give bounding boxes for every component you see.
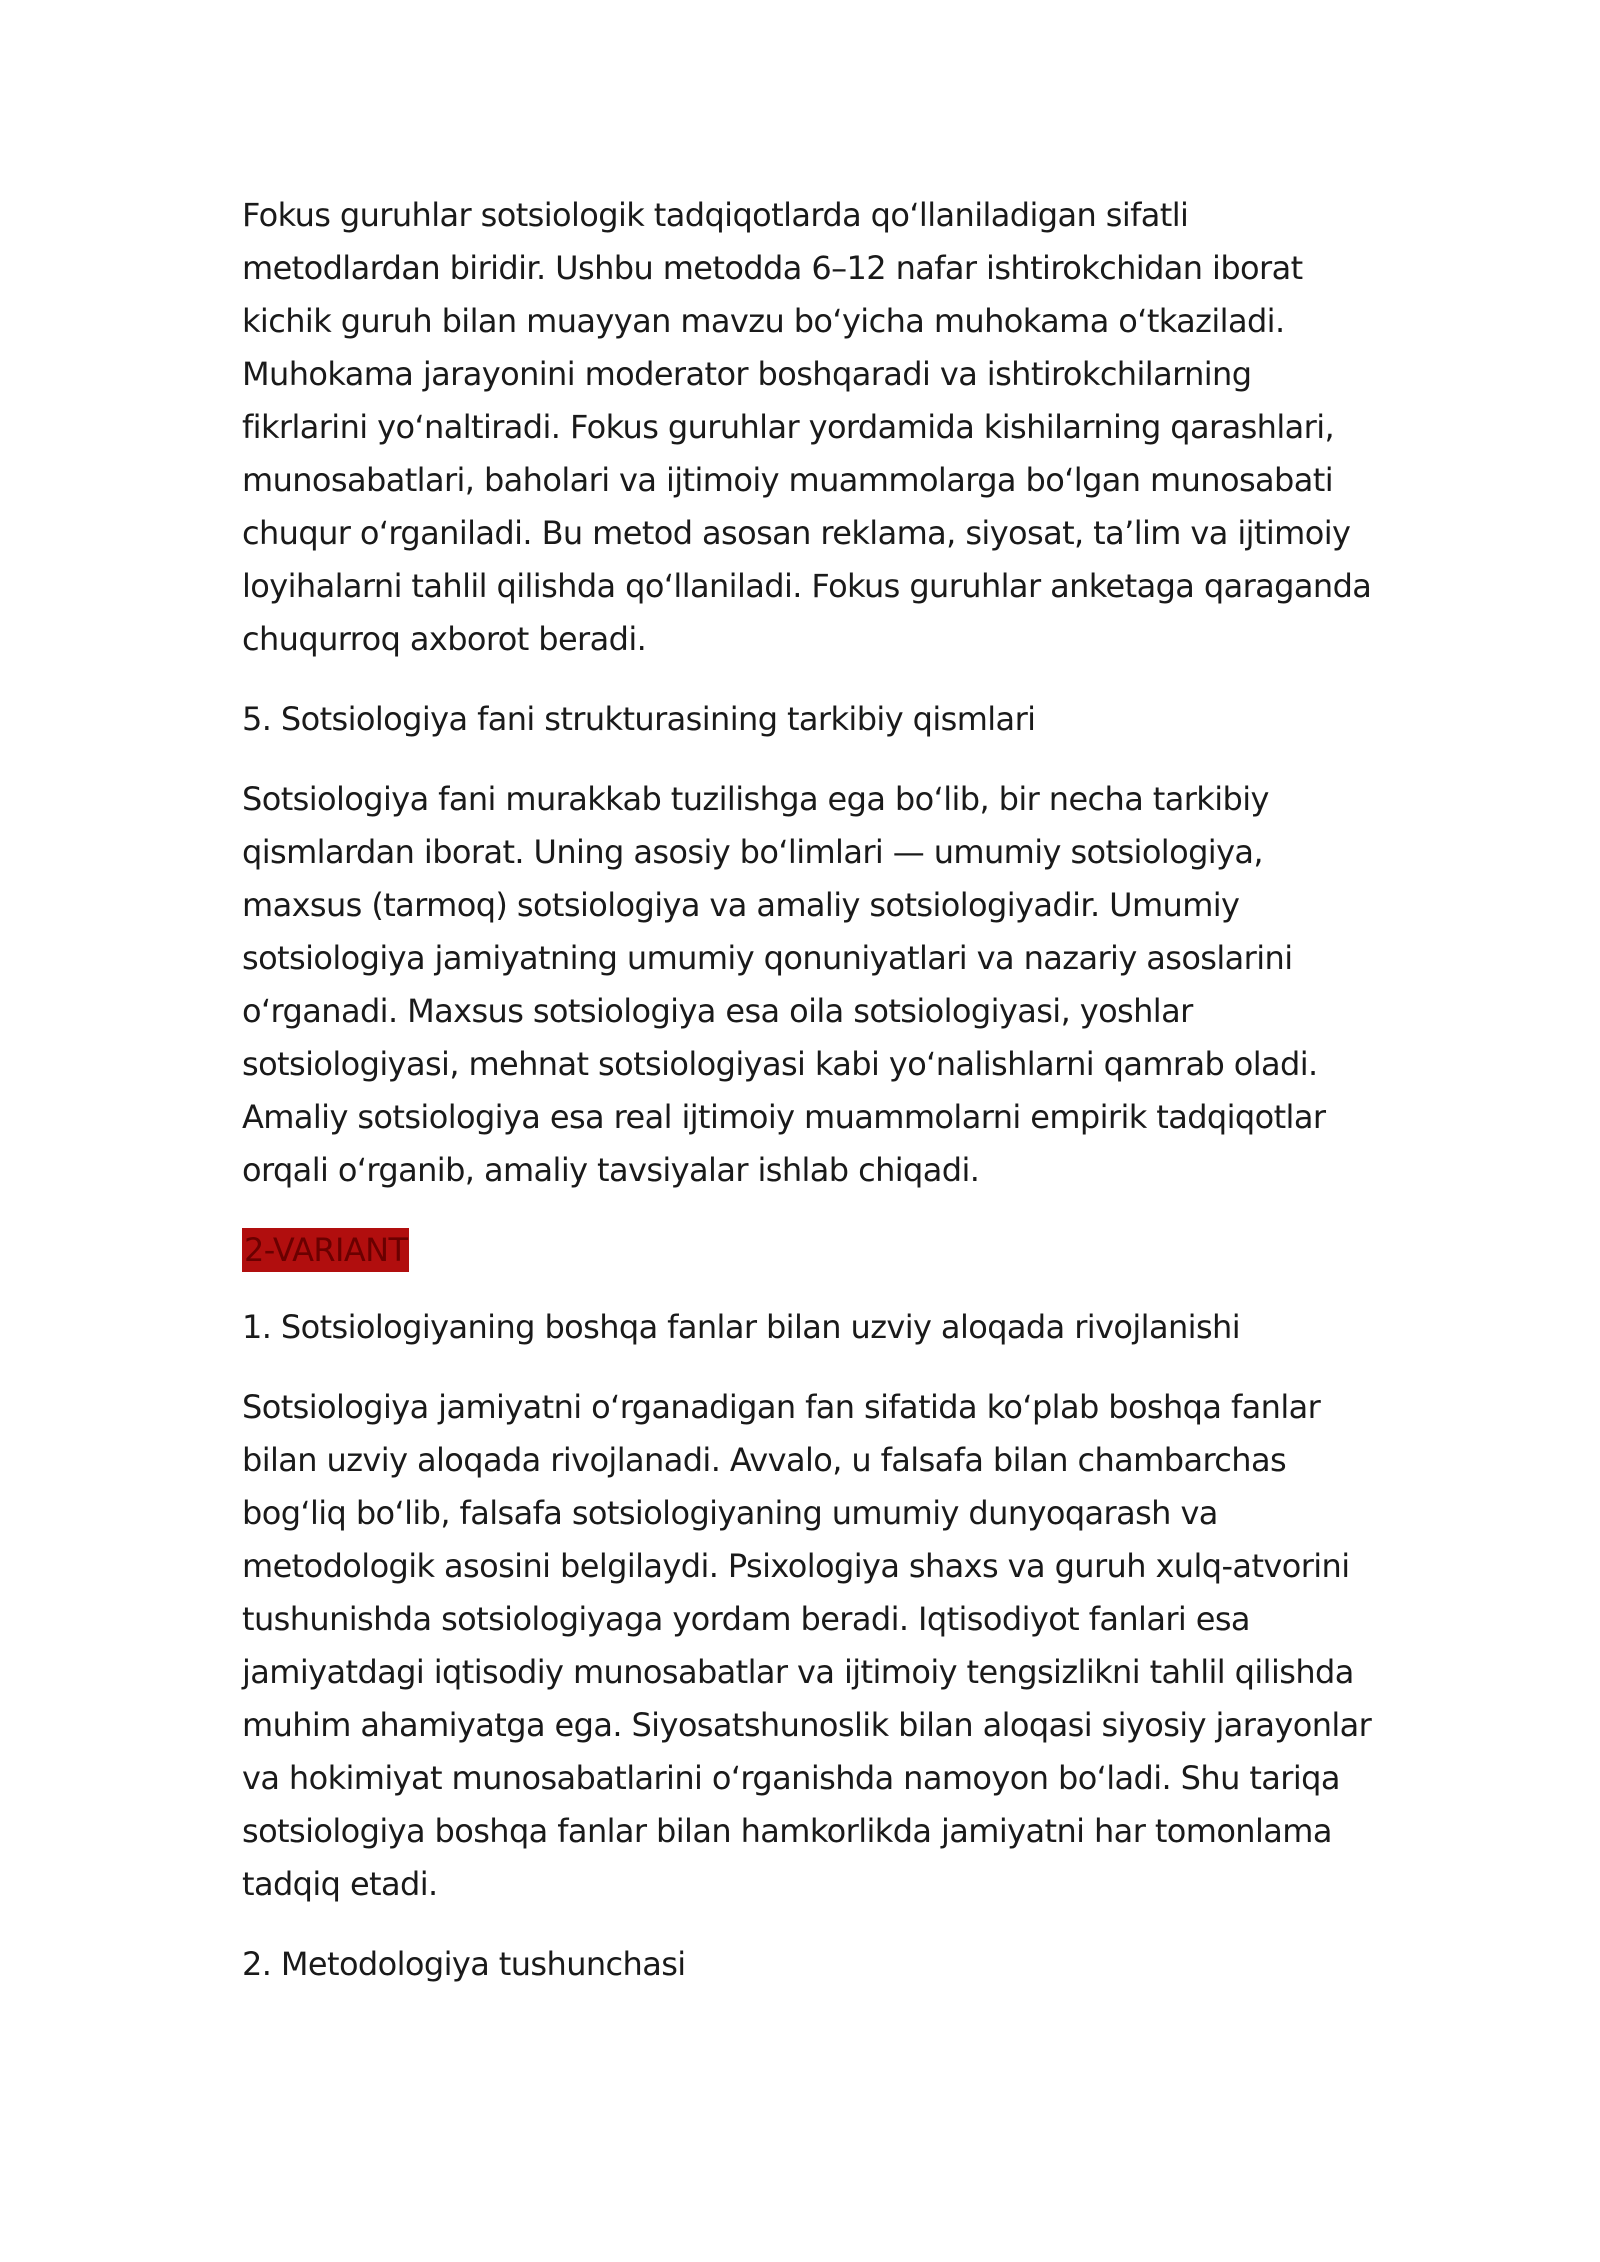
- variant-label: 2-VARIANT: [242, 1228, 409, 1272]
- heading-related-sciences: 1. Sotsiologiyaning boshqa fanlar bilan uzviy aloqada rivojlanishi: [242, 1308, 1240, 1346]
- paragraph-focus-groups: Fokus guruhlar sotsiologik tadqiqotlarda qoʻllaniladigan sifatli metodlardan biridir. Ushbu metodda 6–12 nafar ishtirokchidan iborat kichik guruh bilan muayyan mavzu boʻyicha muhokama oʻtkaziladi. Muhokama jarayonini moderator boshqaradi va ishtirokchilarning fikrlarini yoʻnaltiradi. Fokus guruhlar yordamida kishilarning qarashlari, munosabatlari, baholari va ijtimoiy muammolarga boʻlgan munosabati chuqur oʻrganiladi. Bu metod asosan reklama, siyosat, ta’lim va ijtimoiy loyihalarni tahlil qilishda qoʻllaniladi. Fokus guruhlar anketaga qaraganda chuqurroq axborot beradi.: [242, 196, 1372, 658]
- paragraph-sociology-structure: Sotsiologiya fani murakkab tuzilishga ega boʻlib, bir necha tarkibiy qismlardan iborat. Uning asosiy boʻlimlari — umumiy sotsiologiya, maxsus (tarmoq) sotsiologiya va amaliy sotsiologiyadir. Umumiy sotsiologiya jamiyatning umumiy qonuniyatlari va nazariy asoslarini oʻrganadi. Maxsus sotsiologiya esa oila sotsiologiyasi, yoshlar sotsiologiyasi, mehnat sotsiologiyasi kabi yoʻnalishlarni qamrab oladi. Amaliy sotsiologiya esa real ijtimoiy muammolarni empirik tadqiqotlar orqali oʻrganib, amaliy tavsiyalar ishlab chiqadi.: [242, 780, 1326, 1189]
- document-body: [242, 189, 1382, 2018]
- heading-structure-components: 5. Sotsiologiya fani strukturasining tarkibiy qismlari: [242, 700, 1036, 738]
- heading-methodology: 2. Metodologiya tushunchasi: [242, 1945, 686, 1983]
- variant-label-row: [242, 1224, 1382, 1277]
- paragraph-related-sciences: Sotsiologiya jamiyatni oʻrganadigan fan sifatida koʻplab boshqa fanlar bilan uzviy aloqada rivojlanadi. Avvalo, u falsafa bilan chambarchas bogʻliq boʻlib, falsafa sotsiologiyaning umumiy dunyoqarash va metodologik asosini belgilaydi. Psixologiya shaxs va guruh xulq-atvorini tushunishda sotsiologiyaga yordam beradi. Iqtisodiyot fanlari esa jamiyatdagi iqtisodiy munosabatlar va ijtimoiy tengsizlikni tahlil qilishda muhim ahamiyatga ega. Siyosatshunoslik bilan aloqasi siyosiy jarayonlar va hokimiyat munosabatlarini oʻrganishda namoyon boʻladi. Shu tariqa sotsiologiya boshqa fanlar bilan hamkorlikda jamiyatni har tomonlama tadqiq etadi.: [242, 1388, 1372, 1903]
